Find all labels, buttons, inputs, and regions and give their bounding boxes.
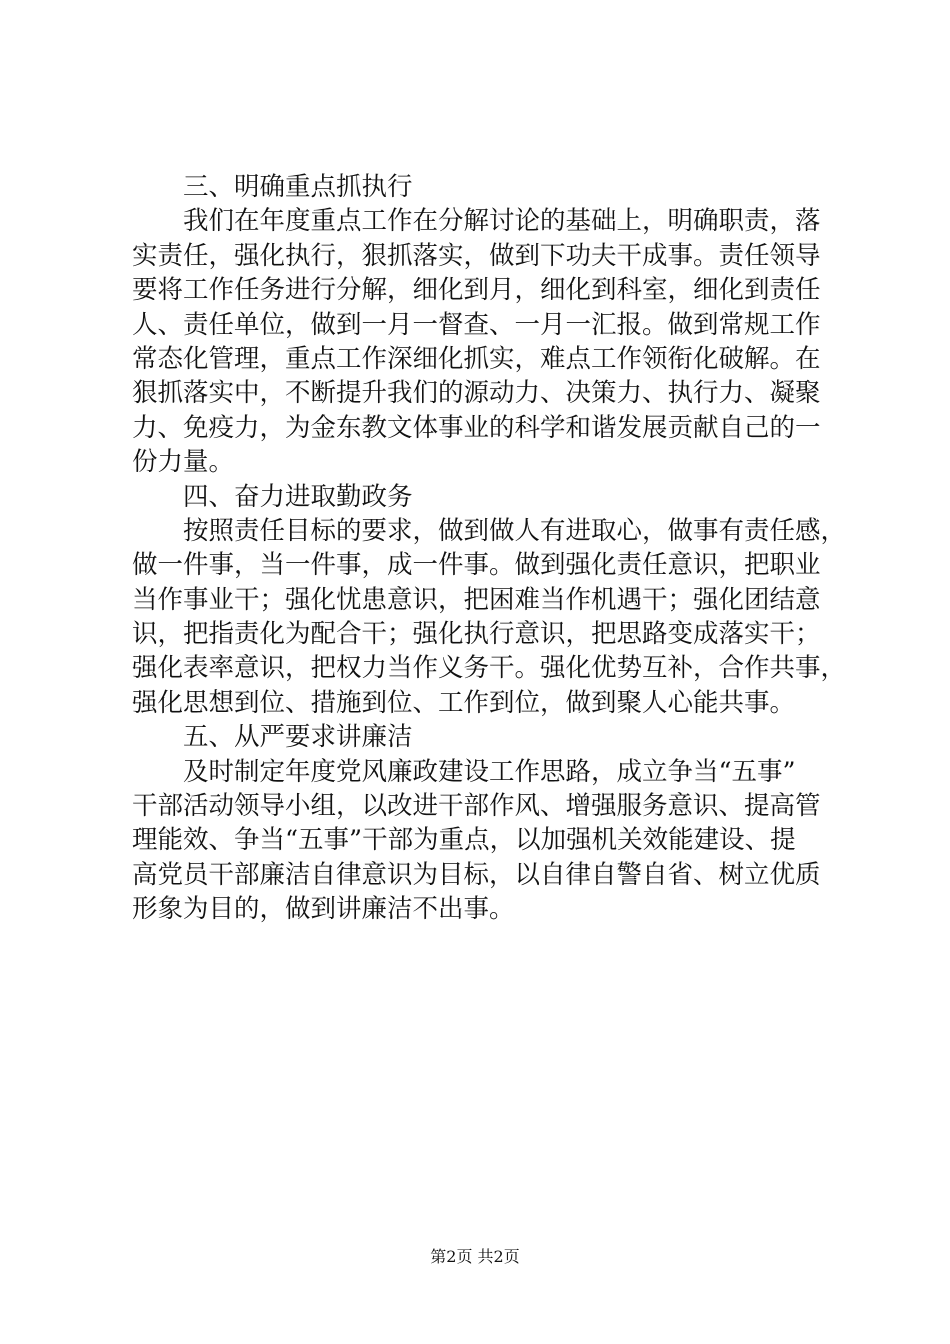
section-heading: 三、明确重点抓执行 xyxy=(183,172,413,202)
paragraph-line: 当作事业干；强化忧患意识，把困难当作机遇干；强化团结意 xyxy=(132,584,821,615)
paragraph-line: 做一件事，当一件事，成一件事。做到强化责任意识，把职业 xyxy=(132,550,821,581)
paragraph-line: 我们在年度重点工作在分解讨论的基础上，明确职责，落 xyxy=(183,206,821,237)
section-heading: 四、奋力进取勤政务 xyxy=(183,481,413,512)
page-number-footer: 第2页 共2页 xyxy=(430,1247,520,1266)
paragraph-line: 人、责任单位，做到一月一督查、一月一汇报。做到常规工作 xyxy=(132,309,821,340)
paragraph-line: 按照责任目标的要求，做到做人有进取心，做事有责任感， xyxy=(183,515,847,546)
paragraph-line: 常态化管理，重点工作深细化抓实，难点工作领衔化破解。在 xyxy=(132,343,821,374)
paragraph-line: 份力量。 xyxy=(132,447,235,478)
paragraph-line: 理能效、争当“五事”干部为重点，以加强机关效能建设、提 xyxy=(132,825,796,856)
paragraph-line: 力、免疫力，为金东教文体事业的科学和谐发展贡献自己的一 xyxy=(132,412,821,443)
paragraph-line: 要将工作任务进行分解，细化到月，细化到科室，细化到责任 xyxy=(132,275,821,306)
paragraph-line: 强化表率意识，把权力当作义务干。强化优势互补，合作共事， xyxy=(132,653,847,684)
paragraph-line: 强化思想到位、措施到位、工作到位，做到聚人心能共事。 xyxy=(132,687,796,718)
paragraph-line: 识，把指责化为配合干；强化执行意识，把思路变成落实干； xyxy=(132,619,821,650)
paragraph-line: 狠抓落实中，不断提升我们的源动力、决策力、执行力、凝聚 xyxy=(132,378,821,409)
document-body xyxy=(132,170,847,927)
paragraph-line: 及时制定年度党风廉政建设工作思路，成立争当“五事” xyxy=(183,756,796,787)
paragraph-line: 高党员干部廉洁自律意识为目标，以自律自警自省、树立优质 xyxy=(132,859,821,890)
paragraph-line: 形象为目的，做到讲廉洁不出事。 xyxy=(132,894,515,925)
paragraph-line: 干部活动领导小组，以改进干部作风、增强服务意识、提高管 xyxy=(132,791,821,822)
section-heading: 五、从严要求讲廉洁 xyxy=(183,722,413,753)
paragraph-line: 实责任，强化执行，狠抓落实，做到下功夫干成事。责任领导 xyxy=(132,240,821,271)
